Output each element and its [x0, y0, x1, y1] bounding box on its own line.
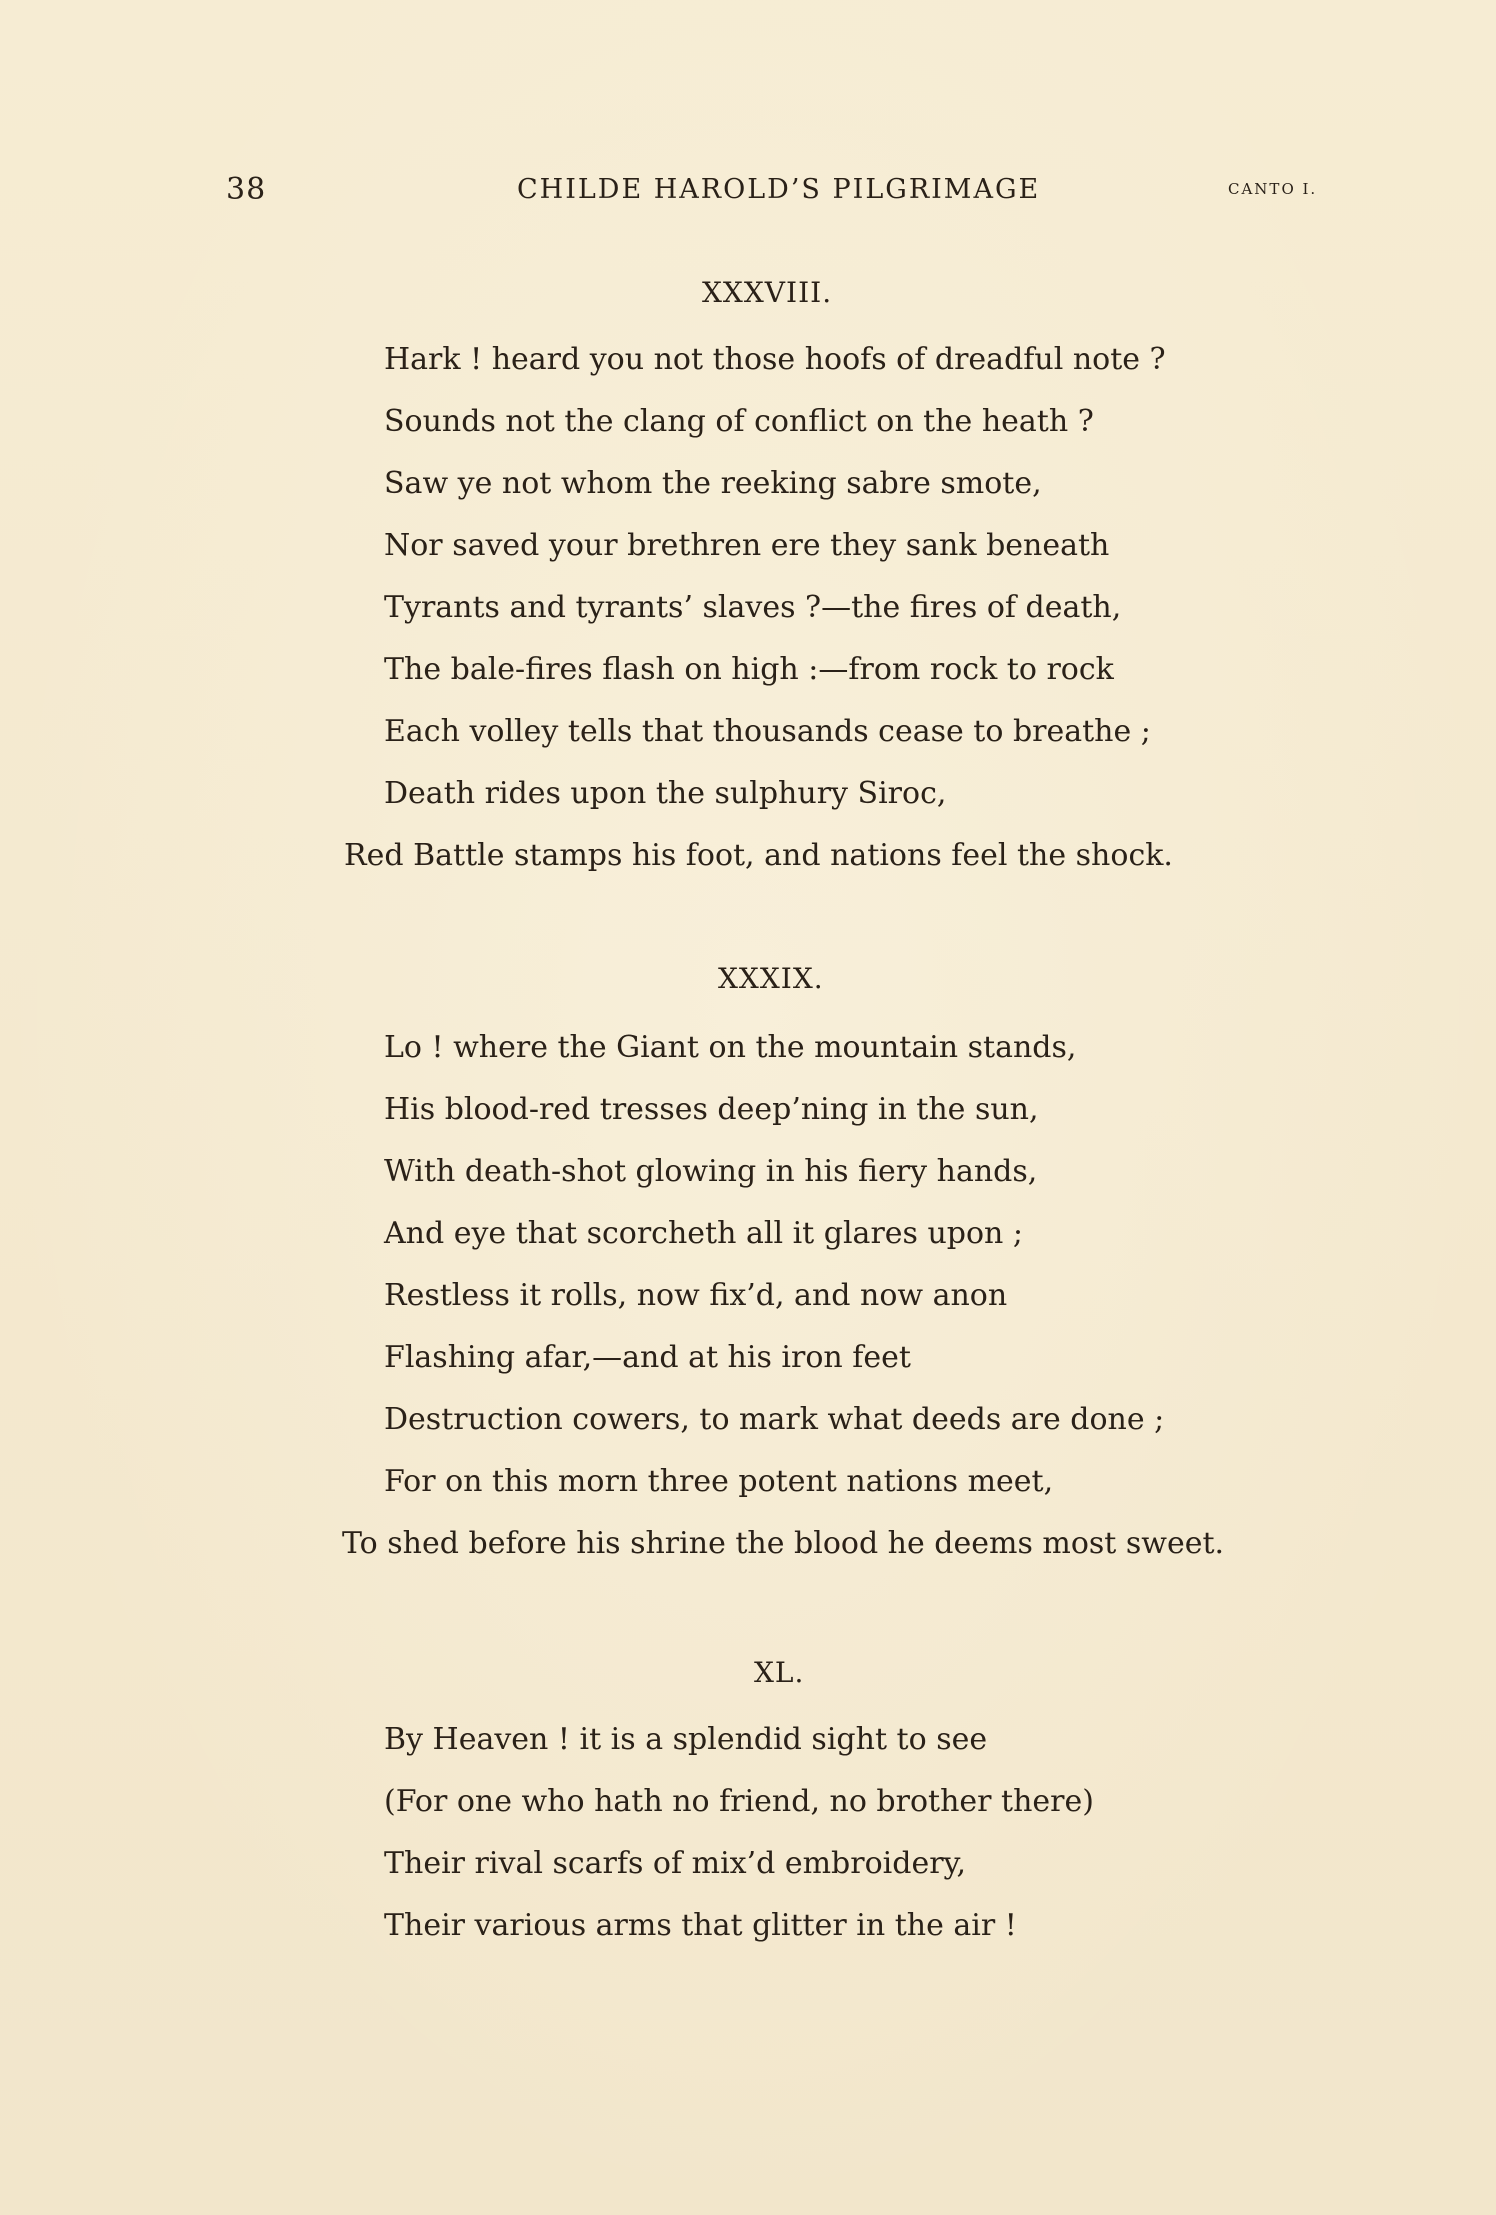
verse-line: Sounds not the clang of conflict on the heath ?: [384, 404, 1094, 439]
verse-line: His blood-red tresses deep’ning in the sun,: [384, 1092, 1039, 1127]
canto-label: CANTO I.: [1228, 180, 1318, 198]
verse-line: Hark ! heard you not those hoofs of dreadful note ?: [384, 342, 1166, 377]
verse-line: To shed before his shrine the blood he deems most sweet.: [342, 1526, 1225, 1561]
running-title: CHILDE HAROLD’S PILGRIMAGE: [517, 174, 1041, 205]
verse-line: Their rival scarfs of mix’d embroidery,: [384, 1846, 967, 1881]
verse-line: Flashing afar,—and at his iron feet: [384, 1340, 911, 1375]
verse-line: By Heaven ! it is a splendid sight to see: [384, 1722, 988, 1757]
stanza-heading: XXXVIII.: [702, 276, 833, 309]
verse-line: The bale-fires flash on high :—from rock to rock: [384, 652, 1114, 687]
verse-line: Destruction cowers, to mark what deeds are done ;: [384, 1402, 1165, 1437]
verse-line: For on this morn three potent nations meet,: [384, 1464, 1054, 1499]
page-header: [0, 172, 1496, 216]
verse-line: With death-shot glowing in his fiery hands,: [384, 1154, 1038, 1189]
page-number: 38: [226, 172, 267, 207]
verse-line: Saw ye not whom the reeking sabre smote,: [384, 466, 1042, 501]
stanza-heading: XL.: [754, 1656, 805, 1689]
verse-line: Their various arms that glitter in the air !: [384, 1908, 1017, 1943]
verse-line: Red Battle stamps his foot, and nations feel the shock.: [344, 838, 1173, 873]
verse-line: Tyrants and tyrants’ slaves ?—the fires of death,: [384, 590, 1122, 625]
verse-line: Restless it rolls, now fix’d, and now anon: [384, 1278, 1008, 1313]
verse-line: Death rides upon the sulphury Siroc,: [384, 776, 947, 811]
verse-line: And eye that scorcheth all it glares upon ;: [384, 1216, 1024, 1251]
verse-line: Nor saved your brethren ere they sank beneath: [384, 528, 1110, 563]
verse-line: Lo ! where the Giant on the mountain stands,: [384, 1030, 1077, 1065]
verse-line: (For one who hath no friend, no brother there): [384, 1784, 1094, 1819]
stanza-heading: XXXIX.: [718, 962, 824, 995]
verse-line: Each volley tells that thousands cease to breathe ;: [384, 714, 1151, 749]
